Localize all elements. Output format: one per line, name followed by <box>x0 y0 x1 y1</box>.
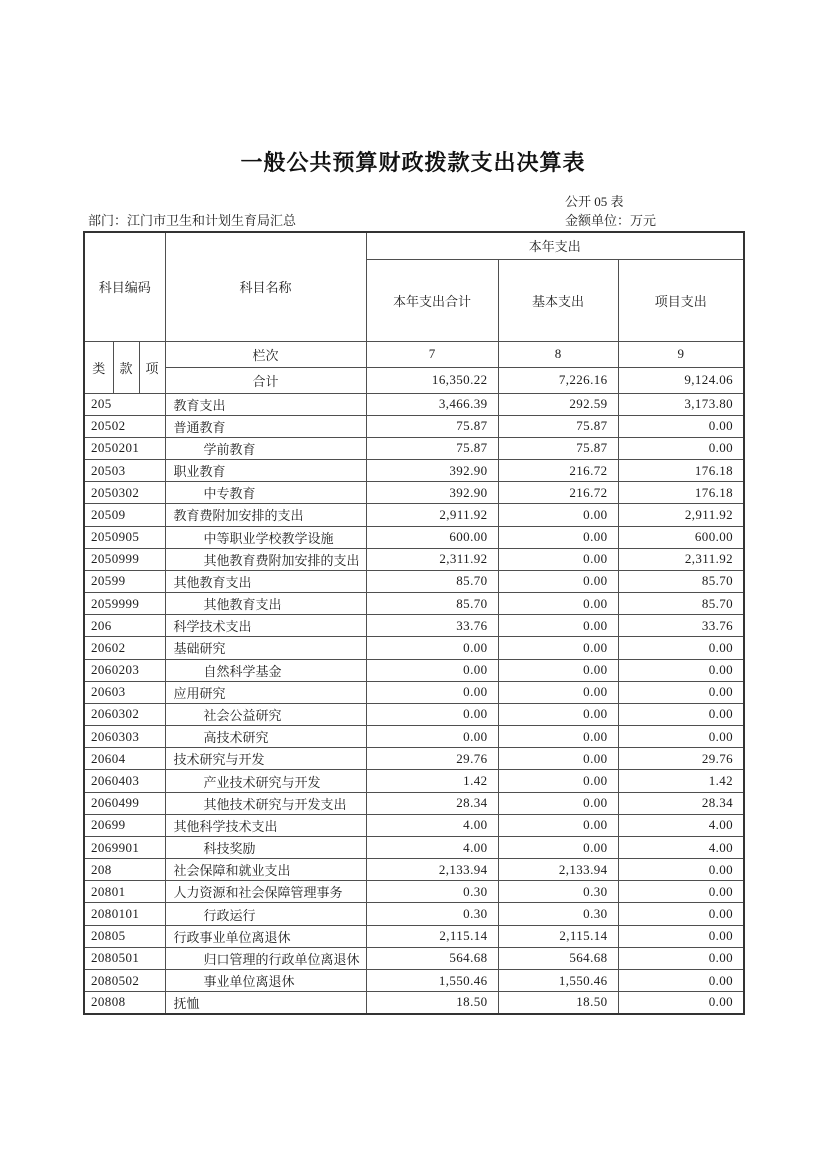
basic-expenditure-cell: 0.00 <box>498 637 618 659</box>
total-expenditure-cell: 1.42 <box>366 770 498 792</box>
total-row-total: 16,350.22 <box>366 367 498 393</box>
project-expenditure-cell: 2,911.92 <box>618 504 744 526</box>
subject-name-cell: 职业教育 <box>165 460 366 482</box>
subject-code-cell: 2059999 <box>84 593 165 615</box>
basic-expenditure-cell: 1,550.46 <box>498 969 618 991</box>
table-row <box>84 703 744 725</box>
total-expenditure-cell: 0.00 <box>366 681 498 703</box>
subject-name-cell: 科技奖励 <box>165 836 366 858</box>
table-row <box>84 792 744 814</box>
project-expenditure-cell: 176.18 <box>618 460 744 482</box>
basic-expenditure-cell: 0.00 <box>498 593 618 615</box>
subject-code-cell: 2060302 <box>84 703 165 725</box>
total-expenditure-cell: 392.90 <box>366 460 498 482</box>
subject-code-cell: 2060499 <box>84 792 165 814</box>
project-expenditure-cell: 0.00 <box>618 881 744 903</box>
basic-expenditure-cell: 216.72 <box>498 482 618 504</box>
basic-expenditure-cell: 0.00 <box>498 703 618 725</box>
subject-name-cell: 社会保障和就业支出 <box>165 859 366 881</box>
project-expenditure-cell: 0.00 <box>618 969 744 991</box>
basic-expenditure-cell: 0.30 <box>498 903 618 925</box>
total-expenditure-cell: 75.87 <box>366 437 498 459</box>
subject-code-cell: 2069901 <box>84 836 165 858</box>
total-expenditure-cell: 2,311.92 <box>366 548 498 570</box>
header-col-basic: 基本支出 <box>498 259 618 341</box>
project-expenditure-cell: 600.00 <box>618 526 744 548</box>
column-index-label: 栏次 <box>165 341 366 367</box>
subject-name-cell: 归口管理的行政单位离退休 <box>165 947 366 969</box>
subject-code-cell: 2060303 <box>84 726 165 748</box>
subject-name-cell: 高技术研究 <box>165 726 366 748</box>
subject-code-cell: 2050201 <box>84 437 165 459</box>
table-row <box>84 482 744 504</box>
basic-expenditure-cell: 0.00 <box>498 681 618 703</box>
total-expenditure-cell: 564.68 <box>366 947 498 969</box>
subject-name-cell: 普通教育 <box>165 415 366 437</box>
table-row <box>84 637 744 659</box>
subject-code-cell: 20805 <box>84 925 165 947</box>
page-title: 一般公共预算财政拨款支出决算表 <box>240 150 586 175</box>
subject-name-cell: 其他教育支出 <box>165 593 366 615</box>
project-expenditure-cell: 85.70 <box>618 593 744 615</box>
basic-expenditure-cell: 0.00 <box>498 792 618 814</box>
project-expenditure-cell: 3,173.80 <box>618 393 744 415</box>
subject-name-cell: 事业单位离退休 <box>165 969 366 991</box>
project-expenditure-cell: 0.00 <box>618 703 744 725</box>
table-row <box>84 526 744 548</box>
table-row <box>84 814 744 836</box>
total-row-basic: 7,226.16 <box>498 367 618 393</box>
project-expenditure-cell: 85.70 <box>618 570 744 592</box>
header-code-class: 类 <box>84 341 113 393</box>
basic-expenditure-cell: 0.00 <box>498 504 618 526</box>
total-expenditure-cell: 0.30 <box>366 903 498 925</box>
table-row <box>84 460 744 482</box>
header-current-year-group: 本年支出 <box>366 232 744 259</box>
subject-name-cell: 其他技术研究与开发支出 <box>165 792 366 814</box>
project-expenditure-cell: 0.00 <box>618 925 744 947</box>
project-expenditure-cell: 2,311.92 <box>618 548 744 570</box>
subject-name-cell: 应用研究 <box>165 681 366 703</box>
project-expenditure-cell: 28.34 <box>618 792 744 814</box>
basic-expenditure-cell: 0.00 <box>498 615 618 637</box>
column-number-7: 7 <box>366 341 498 367</box>
basic-expenditure-cell: 0.00 <box>498 726 618 748</box>
basic-expenditure-cell: 0.30 <box>498 881 618 903</box>
project-expenditure-cell: 29.76 <box>618 748 744 770</box>
subject-code-cell: 20602 <box>84 637 165 659</box>
basic-expenditure-cell: 18.50 <box>498 992 618 1014</box>
header-col-project: 项目支出 <box>618 259 744 341</box>
subject-name-cell: 中等职业学校教学设施 <box>165 526 366 548</box>
basic-expenditure-cell: 0.00 <box>498 814 618 836</box>
basic-expenditure-cell: 0.00 <box>498 770 618 792</box>
subject-name-cell: 教育费附加安排的支出 <box>165 504 366 526</box>
subject-code-cell: 206 <box>84 615 165 637</box>
basic-expenditure-cell: 564.68 <box>498 947 618 969</box>
basic-expenditure-cell: 0.00 <box>498 748 618 770</box>
basic-expenditure-cell: 0.00 <box>498 659 618 681</box>
table-row <box>84 415 744 437</box>
project-expenditure-cell: 4.00 <box>618 814 744 836</box>
total-expenditure-cell: 85.70 <box>366 570 498 592</box>
basic-expenditure-cell: 0.00 <box>498 570 618 592</box>
subject-code-cell: 20808 <box>84 992 165 1014</box>
subject-code-cell: 2050999 <box>84 548 165 570</box>
total-expenditure-cell: 33.76 <box>366 615 498 637</box>
project-expenditure-cell: 1.42 <box>618 770 744 792</box>
subject-code-cell: 2050905 <box>84 526 165 548</box>
subject-code-cell: 2050302 <box>84 482 165 504</box>
table-code-label: 公开 05 表 <box>565 194 624 209</box>
project-expenditure-cell: 0.00 <box>618 659 744 681</box>
table-row <box>84 748 744 770</box>
subject-code-cell: 20699 <box>84 814 165 836</box>
project-expenditure-cell: 0.00 <box>618 992 744 1014</box>
header-subject-name: 科目名称 <box>165 232 366 341</box>
basic-expenditure-cell: 216.72 <box>498 460 618 482</box>
total-expenditure-cell: 2,115.14 <box>366 925 498 947</box>
project-expenditure-cell: 0.00 <box>618 947 744 969</box>
subject-code-cell: 2060403 <box>84 770 165 792</box>
table-row <box>84 726 744 748</box>
table-row <box>84 770 744 792</box>
table-row <box>84 615 744 637</box>
subject-name-cell: 其他教育费附加安排的支出 <box>165 548 366 570</box>
total-expenditure-cell: 0.00 <box>366 659 498 681</box>
table-row <box>84 437 744 459</box>
header-code-section: 款 <box>113 341 139 393</box>
subject-code-cell: 20599 <box>84 570 165 592</box>
subject-code-cell: 20502 <box>84 415 165 437</box>
total-expenditure-cell: 3,466.39 <box>366 393 498 415</box>
total-expenditure-cell: 600.00 <box>366 526 498 548</box>
subject-code-cell: 20509 <box>84 504 165 526</box>
budget-table <box>83 231 745 1015</box>
basic-expenditure-cell: 75.87 <box>498 437 618 459</box>
project-expenditure-cell: 0.00 <box>618 681 744 703</box>
basic-expenditure-cell: 75.87 <box>498 415 618 437</box>
total-expenditure-cell: 29.76 <box>366 748 498 770</box>
table-row <box>84 548 744 570</box>
basic-expenditure-cell: 0.00 <box>498 526 618 548</box>
header-code-item: 项 <box>139 341 165 393</box>
basic-expenditure-cell: 292.59 <box>498 393 618 415</box>
table-row <box>84 836 744 858</box>
total-expenditure-cell: 0.30 <box>366 881 498 903</box>
subject-code-cell: 208 <box>84 859 165 881</box>
table-row <box>84 881 744 903</box>
subject-name-cell: 其他教育支出 <box>165 570 366 592</box>
subject-code-cell: 20603 <box>84 681 165 703</box>
subject-code-cell: 2080501 <box>84 947 165 969</box>
subject-name-cell: 学前教育 <box>165 437 366 459</box>
total-expenditure-cell: 28.34 <box>366 792 498 814</box>
subject-name-cell: 科学技术支出 <box>165 615 366 637</box>
total-expenditure-cell: 0.00 <box>366 703 498 725</box>
project-expenditure-cell: 0.00 <box>618 859 744 881</box>
subject-code-cell: 2060203 <box>84 659 165 681</box>
subject-name-cell: 自然科学基金 <box>165 659 366 681</box>
subject-name-cell: 产业技术研究与开发 <box>165 770 366 792</box>
subject-code-cell: 2080101 <box>84 903 165 925</box>
project-expenditure-cell: 33.76 <box>618 615 744 637</box>
basic-expenditure-cell: 0.00 <box>498 836 618 858</box>
project-expenditure-cell: 0.00 <box>618 437 744 459</box>
header-subject-code: 科目编码 <box>84 232 165 341</box>
total-expenditure-cell: 0.00 <box>366 726 498 748</box>
subject-name-cell: 其他科学技术支出 <box>165 814 366 836</box>
subject-code-cell: 20503 <box>84 460 165 482</box>
project-expenditure-cell: 0.00 <box>618 726 744 748</box>
unit-label: 金额单位：万元 <box>565 213 657 228</box>
table-row <box>84 969 744 991</box>
table-body <box>84 393 744 1014</box>
table-row <box>84 947 744 969</box>
total-expenditure-cell: 392.90 <box>366 482 498 504</box>
table-row <box>84 393 744 415</box>
project-expenditure-cell: 0.00 <box>618 903 744 925</box>
project-expenditure-cell: 0.00 <box>618 637 744 659</box>
subject-name-cell: 技术研究与开发 <box>165 748 366 770</box>
total-expenditure-cell: 1,550.46 <box>366 969 498 991</box>
column-number-8: 8 <box>498 341 618 367</box>
table-row <box>84 659 744 681</box>
table-row <box>84 504 744 526</box>
table-row <box>84 681 744 703</box>
subject-name-cell: 基础研究 <box>165 637 366 659</box>
subject-name-cell: 行政事业单位离退休 <box>165 925 366 947</box>
column-number-9: 9 <box>618 341 744 367</box>
table-row <box>84 570 744 592</box>
total-row-label: 合计 <box>165 367 366 393</box>
total-expenditure-cell: 0.00 <box>366 637 498 659</box>
subject-name-cell: 中专教育 <box>165 482 366 504</box>
department-label: 部门：江门市卫生和计划生育局汇总 <box>88 213 297 228</box>
subject-code-cell: 2080502 <box>84 969 165 991</box>
header-col-total: 本年支出合计 <box>366 259 498 341</box>
project-expenditure-cell: 0.00 <box>618 415 744 437</box>
total-expenditure-cell: 4.00 <box>366 836 498 858</box>
basic-expenditure-cell: 2,133.94 <box>498 859 618 881</box>
project-expenditure-cell: 176.18 <box>618 482 744 504</box>
table-row <box>84 925 744 947</box>
total-expenditure-cell: 18.50 <box>366 992 498 1014</box>
subject-name-cell: 社会公益研究 <box>165 703 366 725</box>
total-expenditure-cell: 2,911.92 <box>366 504 498 526</box>
total-expenditure-cell: 4.00 <box>366 814 498 836</box>
subject-code-cell: 20801 <box>84 881 165 903</box>
subject-name-cell: 人力资源和社会保障管理事务 <box>165 881 366 903</box>
table-row <box>84 593 744 615</box>
subject-code-cell: 205 <box>84 393 165 415</box>
table-row <box>84 903 744 925</box>
subject-code-cell: 20604 <box>84 748 165 770</box>
table-row <box>84 992 744 1014</box>
table-row <box>84 859 744 881</box>
total-expenditure-cell: 85.70 <box>366 593 498 615</box>
total-row-project: 9,124.06 <box>618 367 744 393</box>
meta-row <box>0 210 827 228</box>
total-expenditure-cell: 75.87 <box>366 415 498 437</box>
subject-name-cell: 抚恤 <box>165 992 366 1014</box>
total-expenditure-cell: 2,133.94 <box>366 859 498 881</box>
subject-name-cell: 教育支出 <box>165 393 366 415</box>
subject-name-cell: 行政运行 <box>165 903 366 925</box>
basic-expenditure-cell: 2,115.14 <box>498 925 618 947</box>
project-expenditure-cell: 4.00 <box>618 836 744 858</box>
basic-expenditure-cell: 0.00 <box>498 548 618 570</box>
